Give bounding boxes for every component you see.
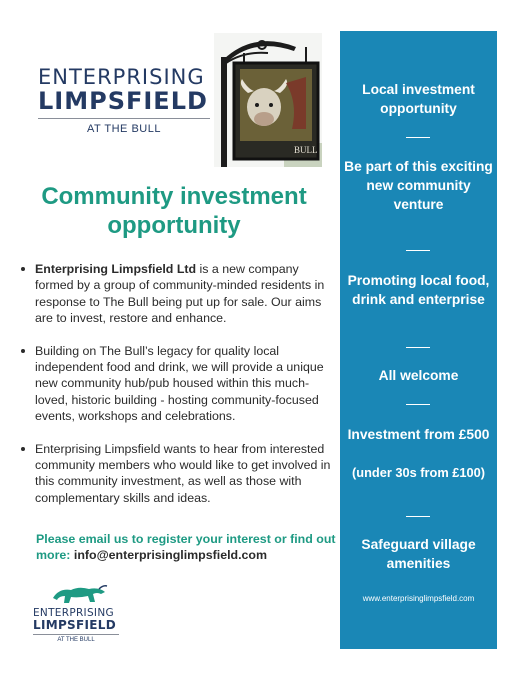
sidebar-item-local-investment: Local investment opportunity: [362, 82, 475, 116]
bullet-item: [20, 261, 336, 327]
bullet-text: is a new company formed by a group of community-minded residents in response to The Bull being put up for sale. Our aims are to invest, restore and enhance.: [35, 262, 325, 326]
bullet-dot-icon: [21, 267, 25, 271]
sign-text: BULL: [294, 145, 318, 155]
website-url-link[interactable]: www.enterprisinglimpsfield.com: [362, 594, 475, 603]
sidebar-divider: [406, 250, 430, 251]
logo-small: [33, 584, 123, 643]
contact-email-link[interactable]: info@enterprisinglimpsfield.com: [73, 548, 268, 563]
sidebar-divider: [406, 137, 430, 138]
bullet-dot-icon: [21, 447, 25, 451]
info-bullet-list: [20, 261, 336, 522]
bullet-item: [20, 441, 336, 507]
bull-logo-icon: [49, 584, 109, 606]
highlights-sidebar: [340, 31, 497, 649]
bullet-item: [20, 343, 336, 425]
cta-text: Please email us to register your interest or find out more:: [36, 532, 336, 563]
bullet-dot-icon: [21, 349, 25, 353]
sidebar-divider: [406, 404, 430, 405]
bullet-text: Enterprising Limpsfield wants to hear from interested community members who would like to get involved in this community investment, as well as those with complementary skills and ideas.: [35, 441, 331, 505]
sidebar-item-all-welcome: All welcome: [378, 368, 459, 383]
sidebar-item-be-part: Be part of this exciting new community venture: [344, 159, 493, 212]
bullet-bold-text: Enterprising Limpsfield Ltd: [35, 262, 197, 276]
logo-divider: [38, 118, 210, 119]
sidebar-item-under-30s: (under 30s from £100): [352, 465, 485, 480]
logo-small-line-at-the-bull: AT THE BULL: [57, 637, 95, 643]
logo-small-line-enterprising: ENTERPRISING: [33, 607, 114, 619]
logo-line-at-the-bull: AT THE BULL: [87, 123, 161, 135]
sidebar-item-promoting-local: Promoting local food, drink and enterprise: [347, 273, 490, 307]
sidebar-item-investment-from: Investment from £500: [347, 427, 490, 442]
logo-line-enterprising: ENTERPRISING: [38, 65, 205, 89]
sidebar-divider: [406, 347, 430, 348]
logo-small-divider: [33, 634, 119, 635]
bullet-text: Building on The Bull’s legacy for quality local independent food and drink, we will provide a unique new community hub/pub housed within this much-loved, historic building - hosting community-focused events, workshops and celebrations.: [35, 343, 324, 424]
logo-small-line-limpsfield: LIMPSFIELD: [33, 618, 116, 632]
sidebar-divider: [406, 516, 430, 517]
pub-sign-image: [214, 33, 322, 167]
sidebar-item-safeguard: Safeguard village amenities: [361, 537, 476, 571]
page-title: Community investment opportunity: [41, 183, 307, 239]
logo-enterprising-limpsfield: [38, 66, 214, 135]
logo-line-limpsfield: LIMPSFIELD: [38, 87, 208, 115]
contact-call-to-action: [36, 531, 336, 564]
